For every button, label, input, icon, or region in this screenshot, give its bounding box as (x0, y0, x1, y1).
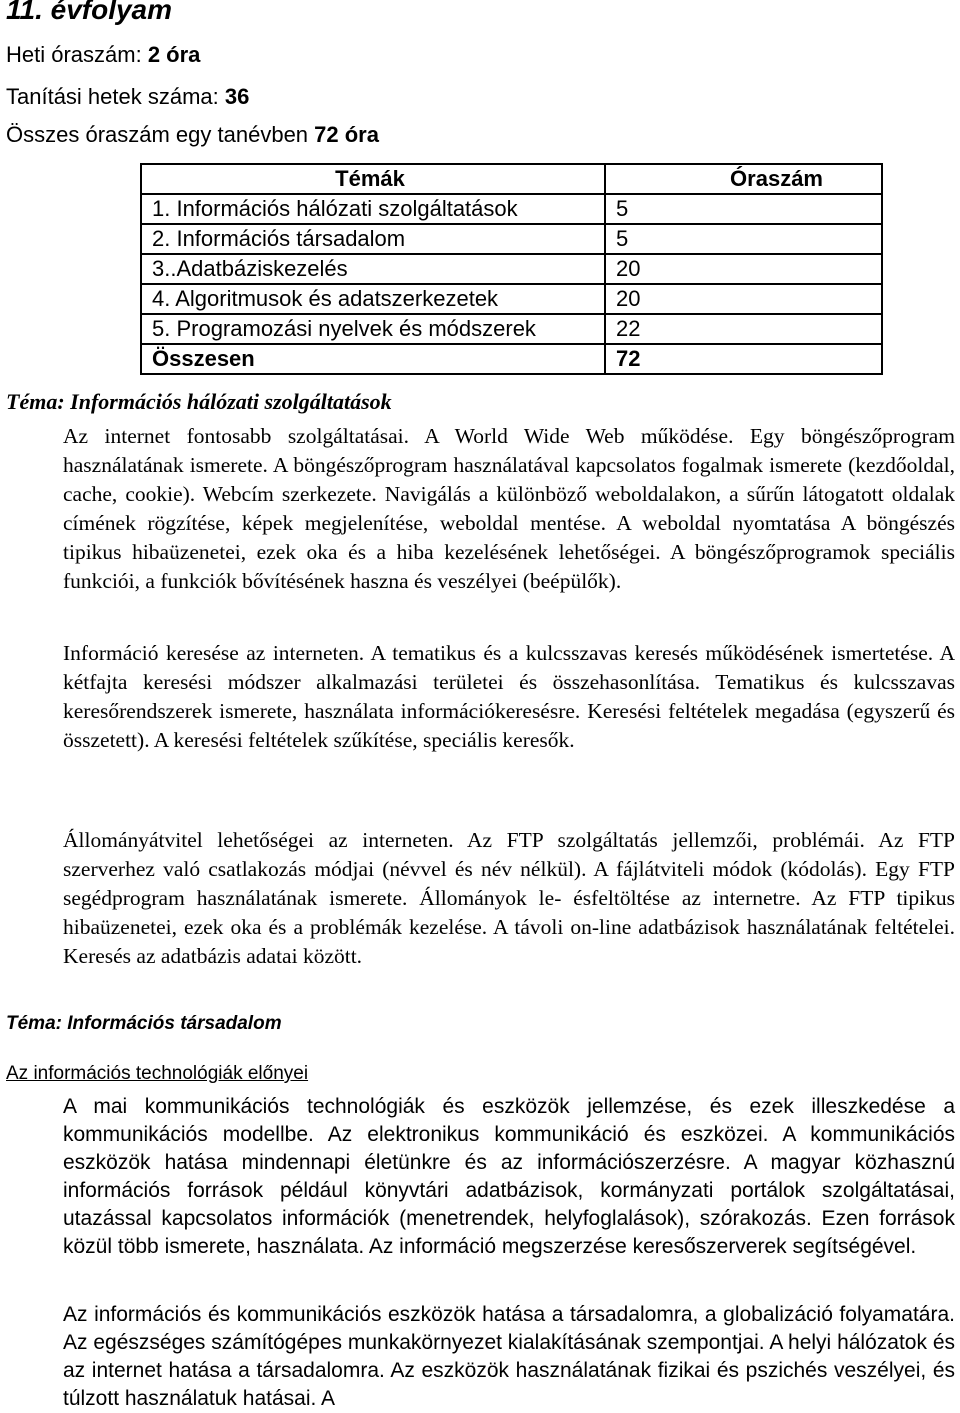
topic-cell: 2. Információs társadalom (141, 224, 605, 254)
page-title: 11. évfolyam (6, 0, 173, 25)
total-hours (6, 122, 379, 148)
table-summary-row (141, 344, 882, 374)
hours-cell: 20 (605, 254, 882, 284)
hours-cell: 5 (605, 194, 882, 224)
table-row (141, 194, 882, 224)
paragraph-communication: A mai kommunikációs technológiák és eszközök jellemzése, és ezek illeszkedése a kommunikációs modellbe. Az elektronikus kommunikáció és eszközei. A kommunikációs eszközök hatása mindennapi életünkre és az információszerzésre. A magyar közhasznú információs források például könyvtári adatbázisok, kormányzati portálok szolgáltatásai, utazással kapcsolatos információk (menetrendek, helyfoglalások), szórakozás. Ezen források közül több ismerete, használata. Az információ megszerzése keresőszerverek segítségével. (63, 1095, 955, 1258)
topic-cell: 3..Adatbáziskezelés (141, 254, 605, 284)
header-hours: Óraszám (605, 164, 882, 194)
paragraph-society: Az információs és kommunikációs eszközök hatása a társadalomra, a globalizáció folyamatára. Az egészséges számítógépes munkakörnyezet kialakításának szempontjai. A helyi hálózatok és az internet hatása a társadalomra. Az eszközök használatának fizikai és pszichés veszélyei, és túlzott használatuk hatásai. A (63, 1303, 955, 1410)
table-header-row (141, 164, 882, 194)
topic-cell: 1. Információs hálózati szolgáltatások (141, 194, 605, 224)
table-row (141, 254, 882, 284)
paragraph-browser: Az internet fontosabb szolgáltatásai. A World Wide Web működése. Egy böngészőprogram használatának ismerete. A böngészőprogram használatával kapcsolatos fogalmak ismerete (kezdőoldal, cache, cookie). Webcím szerkezete. Navigálás a különböző weboldalakon, a sűrűn látogatott oldalak címének rögzítése, képek megjelenítése, weboldal mentése. A weboldal nyomtatása A böngészés tipikus hibaüzenetei, ezek oka és a hiba kezelésének lehetőségei. A böngészőprogramok speciális funkciói, a funkciók bővítésének haszna és veszélyei (beépülők). (63, 424, 955, 593)
summary-hours: 72 (605, 344, 882, 374)
topics-table (140, 163, 883, 375)
hours-cell: 22 (605, 314, 882, 344)
table-row (141, 224, 882, 254)
weekly-hours-value: 2 óra (147, 42, 201, 67)
total-hours-value: 72 óra (314, 122, 379, 147)
weekly-hours-label: Heti óraszám: (6, 42, 148, 67)
weekly-hours (6, 42, 200, 68)
teaching-weeks-value: 36 (224, 84, 250, 109)
topic-cell: 5. Programozási nyelvek és módszerek (141, 314, 605, 344)
hours-cell: 20 (605, 284, 882, 314)
paragraph-search: Információ keresése az interneten. A tematikus és a kulcsszavas keresés működésének ismertetése. A kétfajta keresési módszer alkalmazási területei és összehasonlítása. Tematikus és kulcsszavas keresőrendszerek ismerete, használata információkeresésre. Keresési feltételek megadása (egyszerű és összetett). A keresési feltételek szűkítése, speciális keresők. (63, 641, 955, 752)
subheading-it-advantages: Az információs technológiák előnyei (6, 1063, 309, 1084)
teaching-weeks-label: Tanítási hetek száma: (6, 84, 225, 109)
table-row (141, 314, 882, 344)
topic-cell: 4. Algoritmusok és adatszerkezetek (141, 284, 605, 314)
hours-cell: 5 (605, 224, 882, 254)
teaching-weeks (6, 84, 249, 110)
summary-label: Összesen (141, 344, 605, 374)
total-hours-label: Összes óraszám egy tanévben (6, 122, 315, 147)
paragraph-ftp: Állományátvitel lehetőségei az interneten. Az FTP szolgáltatás jellemzői, problémái. Az FTP szerverhez való csatlakozás módjai (névvel és név nélkül). A fájlátviteli módok (kódolás). Egy FTP segédprogram használatának ismerete. Állományok le- ésfeltöltése az internetre. Az FTP tipikus hibaüzenetei, ezek oka és a problémák kezelése. A távoli on-line adatbázisok használatának feltételei. Keresés az adatbázis adatai között. (63, 828, 955, 968)
table-row (141, 284, 882, 314)
header-topics: Témák (141, 164, 605, 194)
section-heading-network-services: Téma: Információs hálózati szolgáltatások (6, 389, 392, 414)
section-heading-information-society: Téma: Információs társadalom (6, 1013, 282, 1034)
